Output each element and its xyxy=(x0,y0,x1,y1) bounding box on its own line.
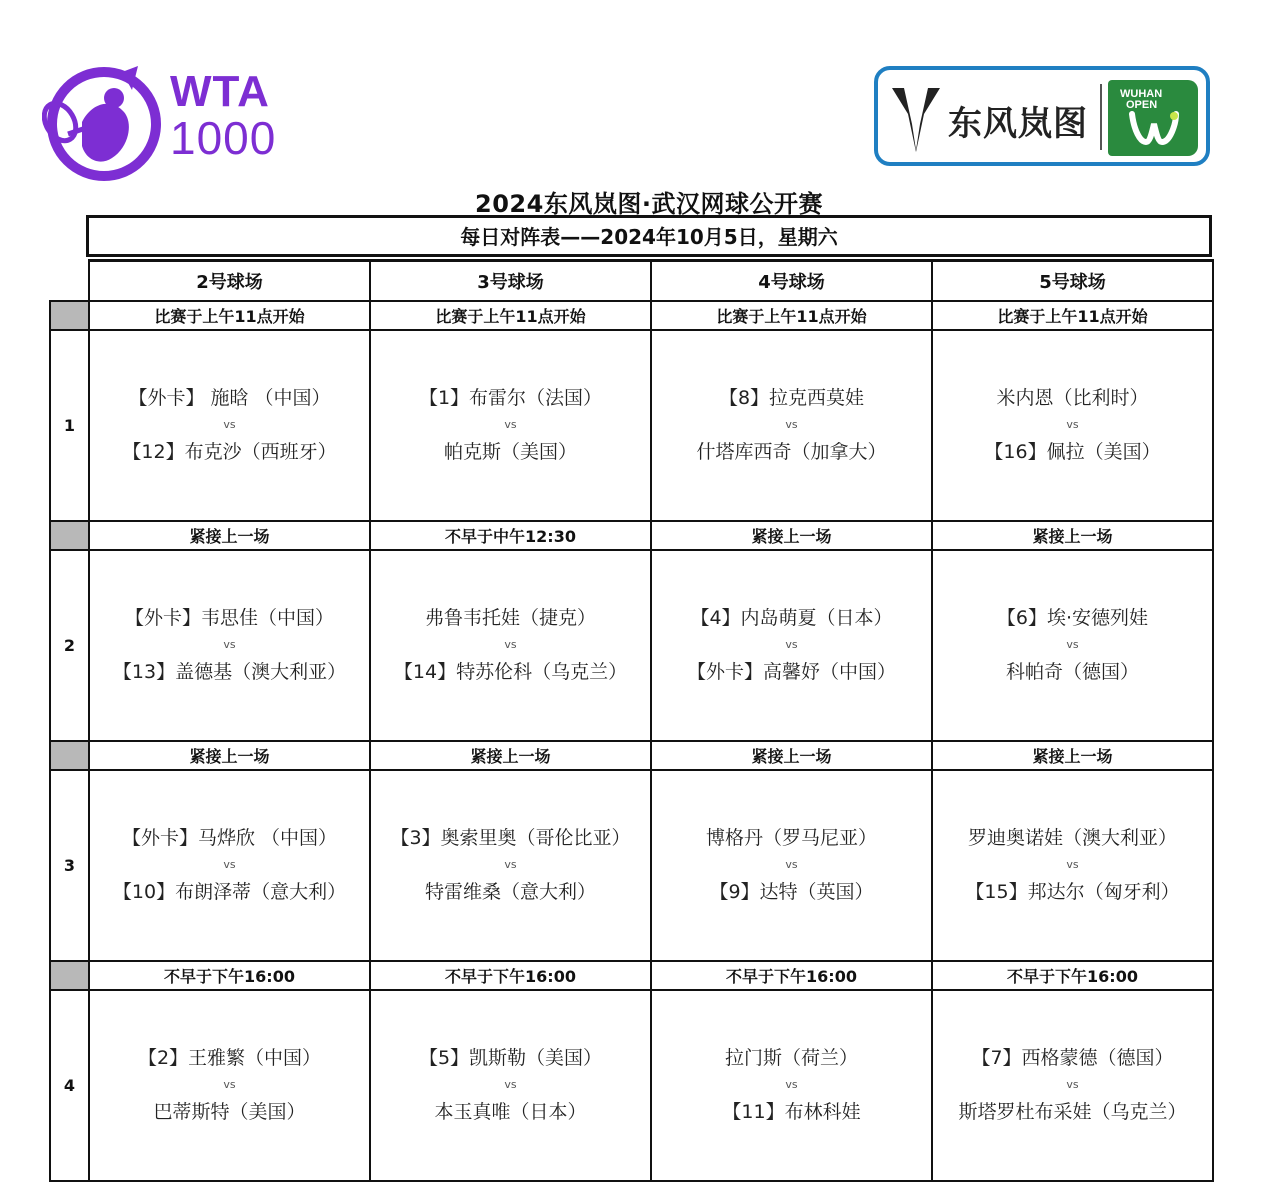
sponsor-name: 东风岚图 xyxy=(948,104,1088,144)
order-of-play-table xyxy=(49,259,1214,1182)
match-cell xyxy=(370,330,651,521)
court-header-row xyxy=(50,261,1213,301)
player-one: 【2】王雅繁（中国） xyxy=(137,1047,322,1069)
player-two: 特雷维桑（意大利） xyxy=(424,881,596,903)
player-one: 【外卡】 施晗 （中国） xyxy=(128,387,331,409)
round-spacer xyxy=(50,741,89,770)
schedule-date-banner: 每日对阵表——2024年10月5日，星期六 xyxy=(86,215,1212,257)
start-time: 紧接上一场 xyxy=(651,741,932,770)
vs-label: vs xyxy=(504,1078,517,1091)
wta-1000-logo xyxy=(42,62,302,184)
player-two: 巴蒂斯特（美国） xyxy=(153,1101,306,1123)
vs-label: vs xyxy=(223,858,236,871)
player-one: 【5】凯斯勒（美国） xyxy=(418,1047,603,1069)
sponsor-divider xyxy=(1100,84,1102,150)
match-cell xyxy=(89,550,370,741)
vs-label: vs xyxy=(504,858,517,871)
match-row xyxy=(50,330,1213,521)
player-two: 【14】特苏伦科（乌克兰） xyxy=(393,661,628,683)
player-two: 帕克斯（美国） xyxy=(443,441,577,463)
match-order-number: 3 xyxy=(50,770,89,961)
player-two: 【外卡】高馨妤（中国） xyxy=(686,661,896,683)
player-one: 弗鲁韦托娃（捷克） xyxy=(424,607,596,629)
player-one: 【4】内岛萌夏（日本） xyxy=(690,607,893,629)
player-two: 科帕奇（德国） xyxy=(1005,661,1139,683)
start-time: 比赛于上午11点开始 xyxy=(932,301,1213,330)
start-time: 比赛于上午11点开始 xyxy=(89,301,370,330)
open-badge-line2: OPEN xyxy=(1126,99,1158,111)
match-order-number: 4 xyxy=(50,990,89,1181)
match-cell xyxy=(932,330,1213,521)
start-time-row xyxy=(50,961,1213,990)
start-time: 比赛于上午11点开始 xyxy=(651,301,932,330)
match-row xyxy=(50,550,1213,741)
start-time-row xyxy=(50,301,1213,330)
match-cell xyxy=(932,990,1213,1181)
wta-wordmark: WTA xyxy=(170,67,270,116)
player-two: 【10】布朗泽蒂（意大利） xyxy=(112,881,347,903)
start-time-row xyxy=(50,521,1213,550)
wta-tier: 1000 xyxy=(170,112,277,164)
start-time: 不早于中午12:30 xyxy=(370,521,651,550)
vs-label: vs xyxy=(1066,1078,1079,1091)
match-cell xyxy=(651,770,932,961)
match-cell xyxy=(370,990,651,1181)
round-spacer xyxy=(50,521,89,550)
start-time: 紧接上一场 xyxy=(932,741,1213,770)
vs-label: vs xyxy=(1066,858,1079,871)
player-one: 【3】奥索里奥（哥伦比亚） xyxy=(390,827,631,849)
player-two: 【13】盖德基（澳大利亚） xyxy=(112,661,347,683)
start-time: 不早于下午16:00 xyxy=(932,961,1213,990)
match-cell xyxy=(651,330,932,521)
start-time-row xyxy=(50,741,1213,770)
player-two: 什塔库西奇（加拿大） xyxy=(696,441,887,463)
start-time: 紧接上一场 xyxy=(932,521,1213,550)
vs-label: vs xyxy=(1066,418,1079,431)
player-two: 【9】达特（英国） xyxy=(709,881,874,903)
start-time: 紧接上一场 xyxy=(89,521,370,550)
start-time: 紧接上一场 xyxy=(651,521,932,550)
player-one: 【外卡】马烨欣 （中国） xyxy=(121,827,338,849)
page-title: 2024东风岚图·武汉网球公开赛 xyxy=(475,190,823,218)
player-one: 【外卡】韦思佳（中国） xyxy=(124,607,334,629)
player-one: 罗迪奥诺娃（澳大利亚） xyxy=(967,827,1177,849)
tennis-player-icon xyxy=(42,62,162,184)
match-cell xyxy=(89,330,370,521)
vs-label: vs xyxy=(785,1078,798,1091)
player-two: 【12】布克沙（西班牙） xyxy=(122,441,337,463)
match-cell xyxy=(370,550,651,741)
voyah-mark-icon xyxy=(890,84,942,154)
vs-label: vs xyxy=(785,858,798,871)
start-time: 紧接上一场 xyxy=(89,741,370,770)
player-two: 斯塔罗杜布采娃（乌克兰） xyxy=(958,1101,1187,1123)
vs-label: vs xyxy=(223,1078,236,1091)
vs-label: vs xyxy=(223,638,236,651)
player-one: 博格丹（罗马尼亚） xyxy=(705,827,877,849)
start-time: 不早于下午16:00 xyxy=(370,961,651,990)
court-header: 3号球场 xyxy=(370,261,651,301)
player-two: 【15】邦达尔（匈牙利） xyxy=(965,881,1180,903)
vs-label: vs xyxy=(785,638,798,651)
match-row xyxy=(50,990,1213,1181)
start-time: 不早于下午16:00 xyxy=(89,961,370,990)
start-time: 紧接上一场 xyxy=(370,741,651,770)
player-two: 【11】布林科娃 xyxy=(722,1101,861,1123)
player-one: 【6】埃·安德列娃 xyxy=(996,607,1149,629)
court-header: 4号球场 xyxy=(651,261,932,301)
player-one: 【7】西格蒙德（德国） xyxy=(971,1047,1174,1069)
court-header: 5号球场 xyxy=(932,261,1213,301)
vs-label: vs xyxy=(785,418,798,431)
vs-label: vs xyxy=(1066,638,1079,651)
vs-label: vs xyxy=(504,638,517,651)
match-cell xyxy=(651,550,932,741)
court-header: 2号球场 xyxy=(89,261,370,301)
match-cell xyxy=(932,770,1213,961)
match-row xyxy=(50,770,1213,961)
start-time: 不早于下午16:00 xyxy=(651,961,932,990)
wuhan-open-badge xyxy=(1108,80,1198,156)
player-one: 拉门斯（荷兰） xyxy=(724,1047,858,1069)
vs-label: vs xyxy=(223,418,236,431)
player-one: 【8】拉克西莫娃 xyxy=(718,387,865,409)
round-spacer xyxy=(50,961,89,990)
round-spacer xyxy=(50,301,89,330)
match-order-number: 1 xyxy=(50,330,89,521)
header-corner xyxy=(50,261,89,301)
player-one: 米内恩（比利时） xyxy=(996,387,1149,409)
match-order-number: 2 xyxy=(50,550,89,741)
start-time: 比赛于上午11点开始 xyxy=(370,301,651,330)
vs-label: vs xyxy=(504,418,517,431)
open-badge-line1: WUHAN xyxy=(1120,88,1163,100)
match-cell xyxy=(89,770,370,961)
match-cell xyxy=(932,550,1213,741)
sponsor-logo xyxy=(874,66,1210,166)
player-two: 【16】佩拉（美国） xyxy=(984,441,1161,463)
player-two: 本玉真唯（日本） xyxy=(434,1101,587,1123)
w-swoosh-icon xyxy=(1128,110,1180,148)
player-one: 【1】布雷尔（法国） xyxy=(418,387,603,409)
match-cell xyxy=(370,770,651,961)
match-cell xyxy=(89,990,370,1181)
match-cell xyxy=(651,990,932,1181)
